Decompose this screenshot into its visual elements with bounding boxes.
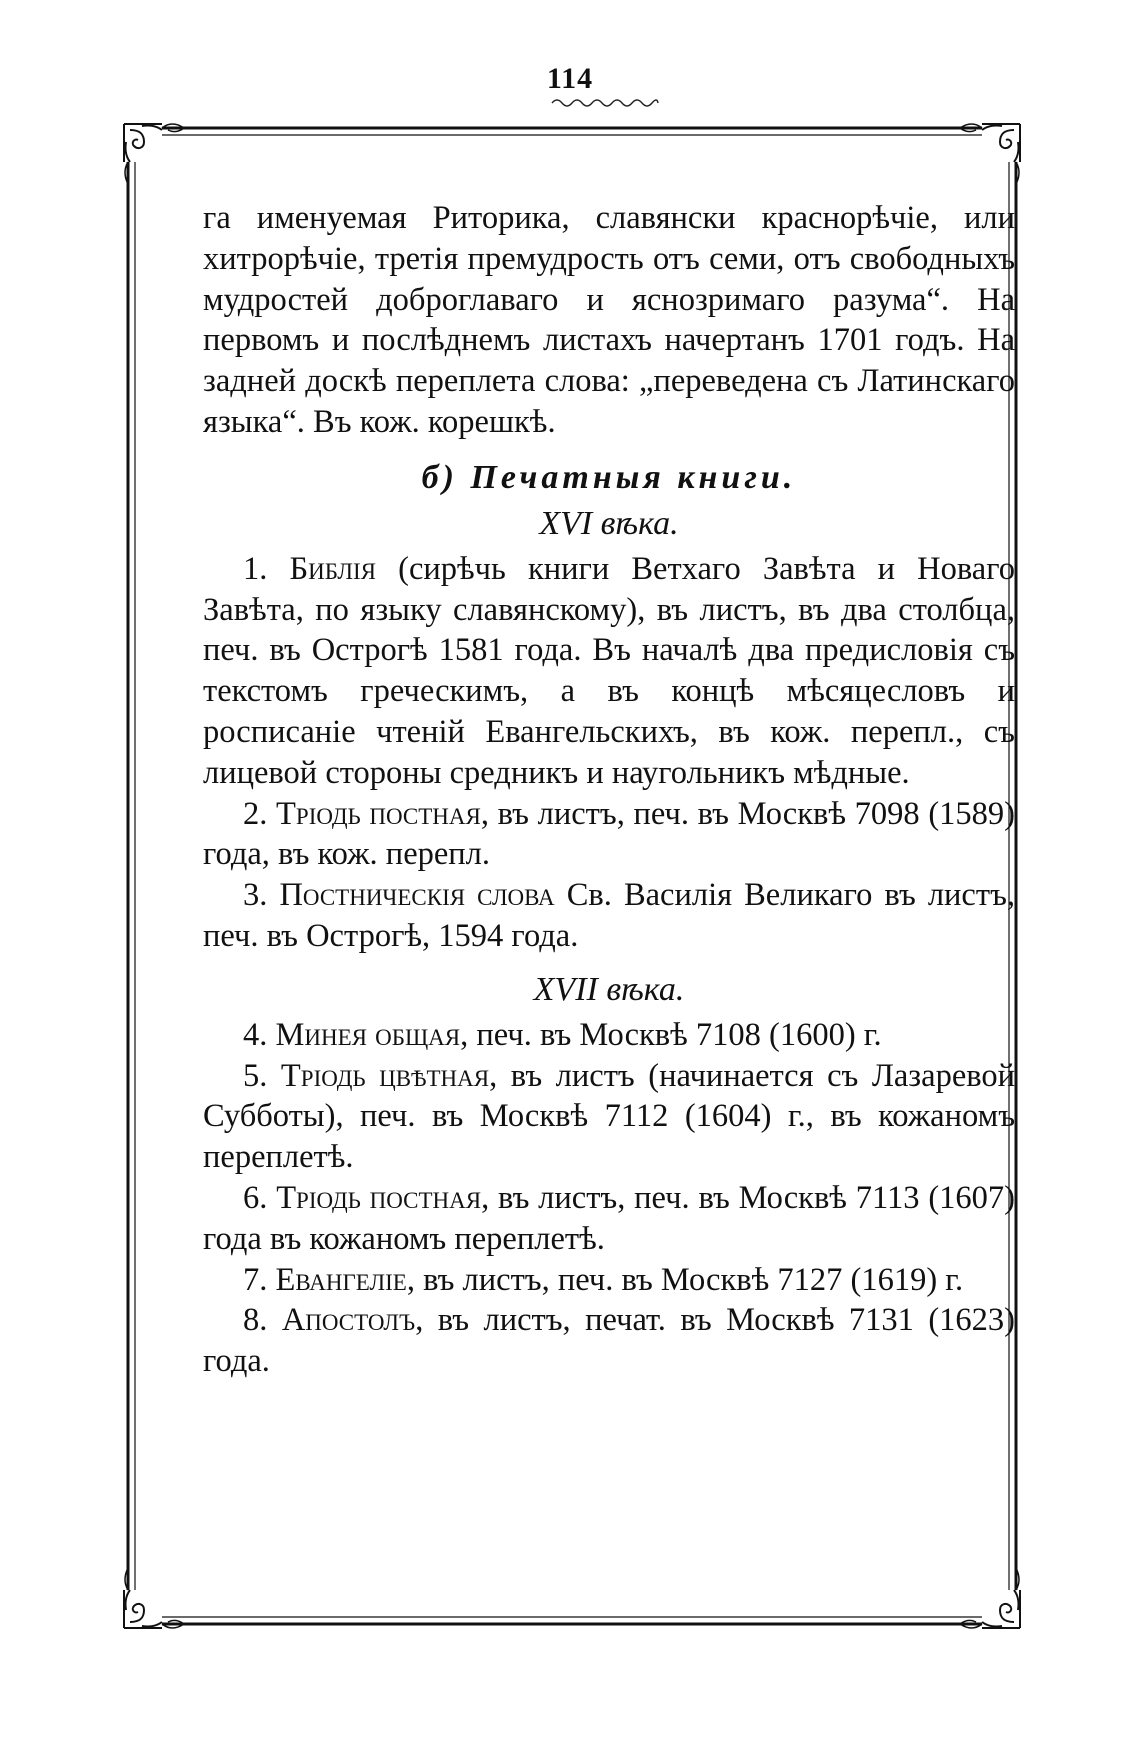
list-item	[203, 794, 1015, 876]
item-number: 2.	[243, 795, 268, 832]
item-number: 3.	[243, 877, 268, 914]
item-text: , въ листъ, печат. въ Москвѣ 7131 (1623) года.	[203, 1302, 1015, 1380]
item-title: Постническія слова	[279, 877, 555, 914]
item-title: Тріодь постная	[276, 1179, 482, 1216]
page-content	[203, 198, 1015, 1382]
item-title: Библія	[289, 550, 377, 587]
list-item	[203, 1260, 1015, 1301]
century-heading-17: XVII вѣка.	[533, 970, 685, 1008]
item-title: Тріодь постная	[276, 795, 481, 832]
items-16-list	[203, 549, 1015, 957]
page-number: 114	[546, 62, 594, 95]
item-text: , печ. въ Москвѣ 7108 (1600) г.	[460, 1016, 882, 1053]
item-text: Св. Василія Великаго въ листъ, печ. въ Острогѣ, 1594 года.	[203, 877, 1015, 954]
item-text: , въ листъ, печ. въ Москвѣ 7127 (1619) г.	[406, 1261, 964, 1298]
item-title: Евангеліе	[275, 1261, 407, 1298]
items-17-list	[203, 1015, 1015, 1382]
intro-paragraph: га именуемая Риторика, славянски краснорѣчіе, или хитрорѣчіе, третія премудрость отъ семи, отъ свободныхъ мудростей доброглаваго и яснозримаго разума“. На первомъ и послѣднемъ листахъ начертанъ 1701 годъ. На задней доскѣ переплета слова: „переведена съ Латинскаго языка“. Въ кож. корешкѣ.	[203, 200, 1015, 440]
section-heading: б) Печатныя книги.	[421, 458, 797, 496]
item-number: 5.	[243, 1057, 268, 1094]
item-title: Тріодь цвѣтная	[280, 1057, 490, 1094]
list-item	[203, 875, 1015, 957]
list-item	[203, 1056, 1015, 1178]
item-text: (сирѣчь книги Ветхаго Завѣта и Новаго Завѣта, по языку славянскому), въ листъ, въ два столбца, печ. въ Острогѣ 1581 года. Въ началѣ два предисловія съ текстомъ греческимъ, а въ концѣ мѣсяцесловъ и росписаніе чтеній Евангельскихъ, въ кож. перепл., съ лицевой стороны средникъ и наугольникъ мѣдные.	[203, 550, 1015, 791]
item-title: Апостолъ	[281, 1302, 416, 1339]
item-number: 4.	[243, 1016, 268, 1053]
page-number-flourish	[550, 96, 660, 110]
item-title: Минея общая	[275, 1016, 461, 1053]
century-heading-16: XVI вѣка.	[539, 504, 679, 542]
item-number: 1.	[243, 550, 268, 587]
list-item	[203, 1300, 1015, 1382]
item-text: , въ листъ, печ. въ Москвѣ 7098 (1589) года, въ кож. перепл.	[203, 795, 1015, 873]
item-number: 6.	[243, 1179, 268, 1216]
list-item	[203, 1178, 1015, 1260]
item-number: 7.	[243, 1261, 268, 1298]
list-item	[203, 1015, 1015, 1056]
list-item	[203, 549, 1015, 794]
item-number: 8.	[243, 1302, 268, 1339]
item-text: , въ листъ, печ. въ Москвѣ 7113 (1607) года въ кожаномъ переплетѣ.	[203, 1179, 1015, 1257]
item-text: , въ листъ (начинается съ Лазаревой Субботы), печ. въ Москвѣ 7112 (1604) г., въ кожаномъ переплетѣ.	[203, 1057, 1016, 1176]
